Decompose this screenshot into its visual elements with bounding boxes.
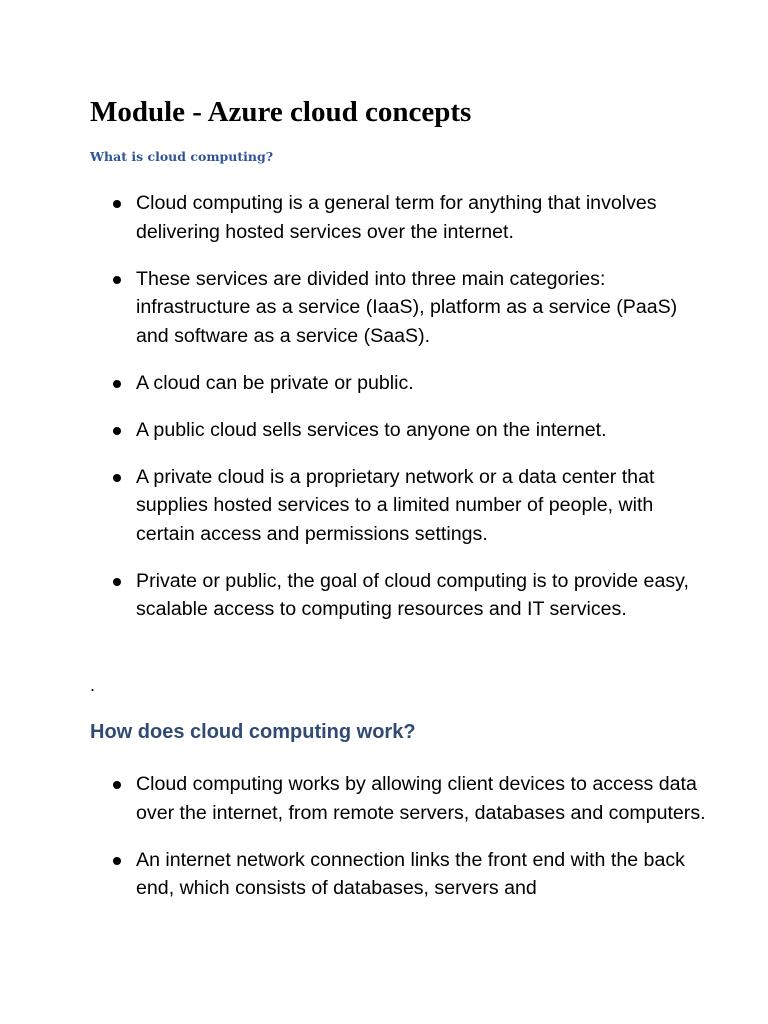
list-item [0, 463, 768, 549]
list-item-text: An internet network connection links the front end with the back end, which consists of databases, servers and [136, 848, 685, 900]
list-item-text: Private or public, the goal of cloud computing is to provide easy, scalable access to computing resources and IT services. [136, 569, 689, 621]
list-item [0, 265, 768, 351]
list-item [0, 369, 768, 398]
bullet-list-what-is-cloud [0, 189, 768, 642]
bullet-icon [113, 578, 121, 586]
bullet-list-how-cloud-works [0, 770, 768, 921]
list-item-text: Cloud computing works by allowing client devices to access data over the internet, from remote servers, databases and computers. [136, 773, 706, 824]
list-item-text: A public cloud sells services to anyone on the internet. [136, 418, 607, 441]
list-item [0, 846, 768, 903]
list-item [0, 189, 768, 246]
list-item-text: A private cloud is a proprietary network or a data center that supplies hosted services to a limited number of people, with certain access and permissions settings. [136, 465, 655, 545]
list-item-text: Cloud computing is a general term for anything that involves delivering hosted services over the internet. [136, 192, 657, 243]
bullet-icon [113, 781, 121, 789]
section-heading-how-cloud-works: How does cloud computing work? [90, 721, 416, 743]
bullet-icon [113, 427, 121, 435]
list-item-text: These services are divided into three main categories: infrastructure as a service (IaaS), platform as a service (PaaS) and software as a service (SaaS). [136, 267, 678, 347]
page-title: Module - Azure cloud concepts [90, 96, 472, 128]
list-item [0, 770, 768, 827]
bullet-icon [113, 857, 121, 865]
list-item [0, 567, 768, 624]
bullet-icon [113, 474, 121, 482]
separator-period: . [90, 675, 96, 695]
section-heading-what-is-cloud: What is cloud computing? [90, 149, 274, 164]
list-item [0, 416, 768, 445]
bullet-icon [113, 380, 121, 388]
bullet-icon [113, 200, 121, 208]
bullet-icon [113, 276, 121, 284]
list-item-text: A cloud can be private or public. [136, 371, 414, 394]
